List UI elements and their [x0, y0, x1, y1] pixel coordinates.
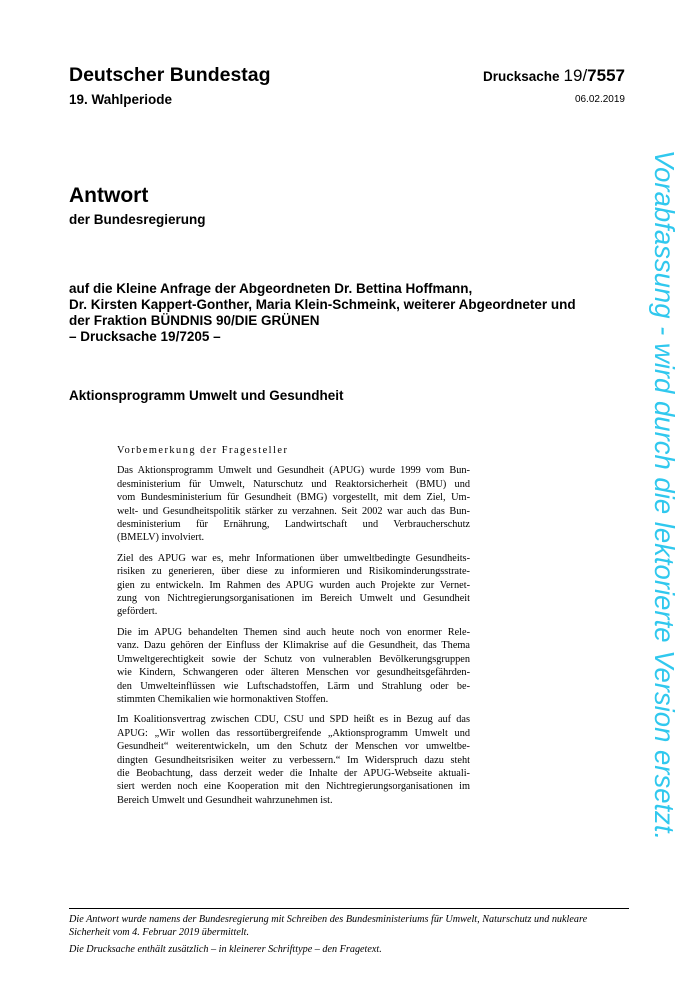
text-line: Umweltgerechtigkeit sowie der Schutz von vulnerablen Bevölkerungsgruppen [117, 653, 470, 665]
draft-version-notice: Vorabfassung - wird durch die lektorierte Version ersetzt. [649, 149, 680, 841]
text-line: stimmten Chemikalien wie hormonaktiven Stoffen. [117, 693, 329, 705]
text-line: die Beobachtung, dass derzeit weder die Inhalte der APUG-Webseite aktuali- [117, 767, 470, 779]
footer-note-transmission: Die Antwort wurde namens der Bundesregierung mit Schreiben des Bundesministeriums für Umwelt, Naturschutz und nukleare Sicherheit vom 4. Februar 2019 übermittelt. [69, 914, 588, 938]
preliminary-remarks [117, 444, 470, 814]
text-line: Bereich Umwelt und Gesundheit wahrzunehmen ist. [117, 794, 333, 806]
inquiry-line: – Drucksache 19/7205 – [69, 329, 221, 344]
footer-note-question-text: Die Drucksache enthält zusätzlich – in kleinerer Schrifttype – den Fragetext. [69, 944, 382, 955]
text-line: den Umwelteinflüssen wie Luftschadstoffen, Lärm und Strahlung oder be- [117, 680, 470, 692]
document-subject: Aktionsprogramm Umwelt und Gesundheit [69, 388, 344, 403]
text-line: Im Koalitionsvertrag zwischen CDU, CSU und SPD heißt es in Bezug auf das [117, 714, 470, 726]
document-type-title: Antwort [69, 184, 149, 207]
text-line: vom Bundesministerium für Gesundheit (BMG) vorgestellt, mit dem Ziel, Um- [117, 492, 470, 504]
text-line: Gesundheit“ weiterentwickeln, um den Schutz der Menschen vor umweltbe- [117, 741, 470, 753]
text-line: zung von Nichtregierungsorganisationen im Bereich Umwelt und Gesundheit [117, 593, 470, 605]
inquiry-line: auf die Kleine Anfrage der Abgeordneten Dr. Bettina Hoffmann, [69, 281, 473, 296]
text-line: wie Kindern, Schwangeren oder älteren Menschen vor gesundheitsgefährden- [117, 667, 470, 679]
text-line: risiken zu generieren, über diese zu informieren und Risikominderungsstrate- [117, 566, 470, 578]
text-line: gefördert. [117, 606, 158, 618]
drucksache-id: 7557 [587, 66, 625, 85]
text-line: vanz. Dazu gehören der Einfluss der Klimakrise auf die Gesundheit, das Thema [117, 640, 470, 652]
drucksache-prefix: 19/ [563, 66, 588, 85]
institution-title: Deutscher Bundestag [69, 64, 271, 86]
text-line: Ziel des APUG war es, mehr Informationen über umweltbedingte Gesundheits- [117, 552, 470, 564]
footer-notes [69, 913, 629, 960]
text-line: gien zu entwickeln. Im Rahmen des APUG wurden auch Projekte zur Vernet- [117, 579, 470, 591]
text-line: dingten Gesundheitsrisiken weiter zu verbessern.“ Im Widerspruch dazu steht [117, 754, 470, 766]
text-line: APUG: „Wir wollen das ressortübergreifende „Aktionsprogramm Umwelt und [117, 727, 470, 739]
inquiry-reference [69, 281, 629, 345]
paragraph [117, 552, 470, 619]
footer-divider [69, 908, 629, 909]
legislative-period: 19. Wahlperiode [69, 92, 173, 107]
paragraph [117, 464, 470, 544]
text-line: siert werden noch eine Kooperation mit den Nichtregierungsorganisationen im [117, 781, 470, 793]
paragraph [117, 626, 470, 706]
text-line: desministerium für Ernährung, Landwirtschaft und Verbraucherschutz [117, 519, 470, 531]
drucksache-number [483, 66, 625, 86]
text-line: Die im APUG behandelten Themen sind auch heute noch von enormer Rele- [117, 626, 470, 638]
inquiry-line: Dr. Kirsten Kappert-Gonther, Maria Klein-Schmeink, weiterer Abgeordneter und [69, 297, 576, 312]
text-line: (BMELV) involviert. [117, 532, 205, 544]
drucksache-label: Drucksache [482, 69, 560, 84]
paragraph [117, 713, 470, 807]
document-date: 06.02.2019 [574, 94, 625, 105]
preliminary-remarks-heading: Vorbemerkung der Fragesteller [117, 445, 289, 456]
text-line: welt- und Gesundheitspolitik stärker zu verzahnen. Seit 2002 war auch das Bun- [117, 505, 470, 517]
document-author: der Bundesregierung [69, 212, 206, 227]
text-line: desministerium für Umwelt, Naturschutz und Reaktorsicherheit (BMU) und [117, 478, 470, 490]
text-line: Das Aktionsprogramm Umwelt und Gesundheit (APUG) wurde 1999 vom Bun- [117, 465, 470, 477]
inquiry-line: der Fraktion BÜNDNIS 90/DIE GRÜNEN [69, 313, 320, 328]
